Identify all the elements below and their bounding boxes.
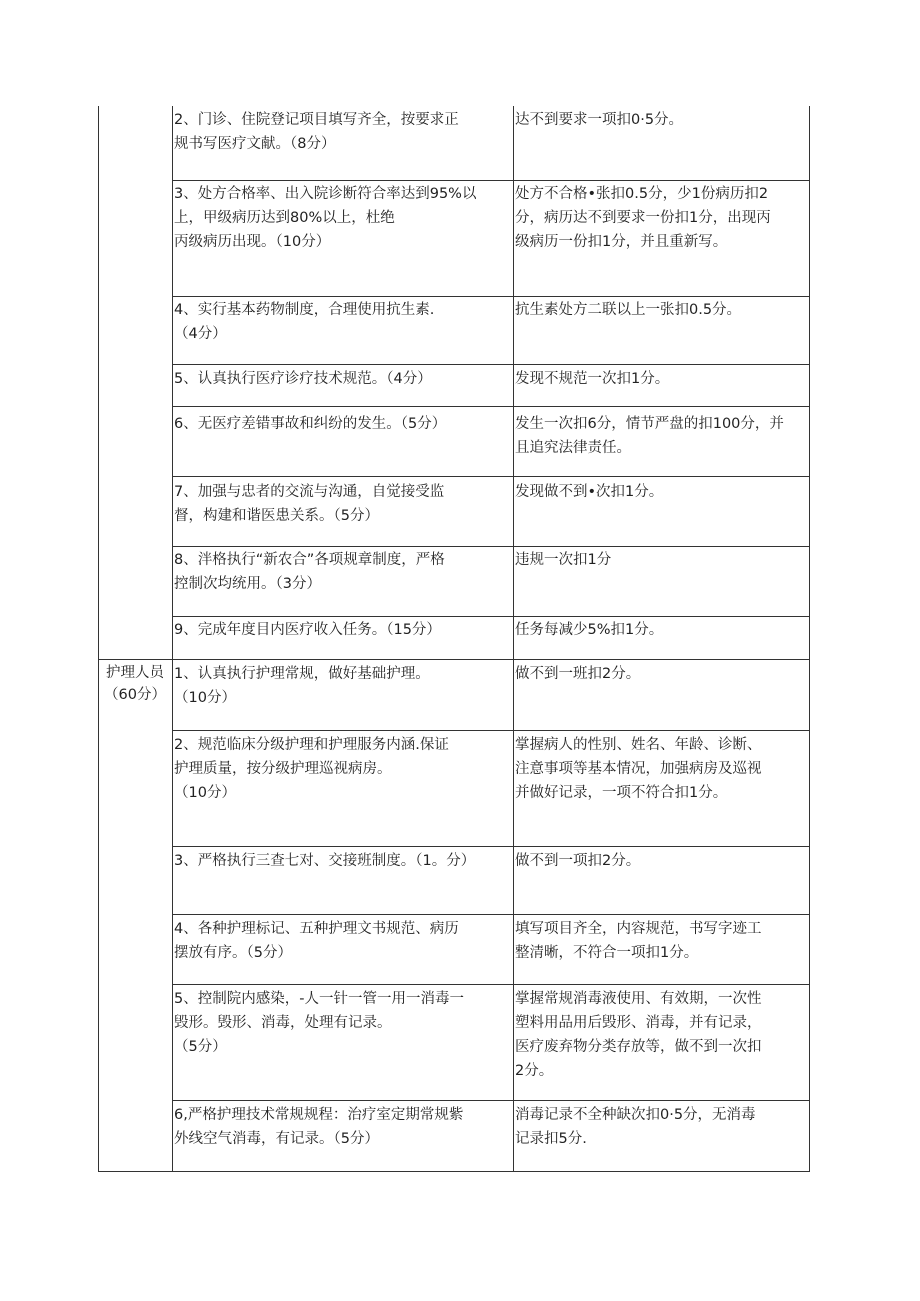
column-divider-category [172,106,173,1172]
row-divider [172,476,810,477]
row-divider [172,1100,810,1101]
item-cell: 6,严格护理技术常规规程：治疗室定期常规紫 外线空气消毒，有记录。（5分） [174,1107,464,1147]
item-cell: 2、规范临床分级护理和护理服务内涵.保证 护理质量，按分级护理巡视病房。 （10分） [174,737,449,801]
deduction-cell: 做不到一项扣2分。 [515,853,641,869]
row-divider [172,546,810,547]
row-divider [172,406,810,407]
row-divider [172,846,810,847]
deduction-cell: 任务每减少5%扣1分。 [515,622,664,638]
item-cell: 4、实行基本药物制度，合理使用抗生素. （4分） [174,302,435,342]
deduction-cell: 抗生素处方二联以上一张扣0.5分。 [515,302,742,318]
item-cell: 3、严格执行三查七对、交接班制度。（1。分） [174,853,476,869]
row-divider [172,616,810,617]
item-cell: 6、无医疗差错事故和纠纷的发生。（5分） [174,416,447,432]
item-cell: 1、认真执行护理常规，做好基础护理。 （10分） [174,666,430,706]
item-cell: 3、处方合格率、出入院诊断符合率达到95%以 上，甲级病历达到80%以上，杜绝 丙级病历出现。（10分） [174,186,477,250]
deduction-cell: 违规一次扣1分 [515,552,612,568]
item-cell: 7、加强与忠者的交流与沟通，自觉接受监 督，构建和谐医患关系。（5分） [174,484,445,524]
column-divider-item [513,106,514,1172]
section-divider [98,659,810,660]
deduction-cell: 处方不合格•张扣0.5分，少1份病历扣2 分，病历达不到要求一份扣1分，出现丙 级病历一份扣1分，并且重新写。 [515,186,771,250]
row-divider [172,364,810,365]
row-divider [172,180,810,181]
item-cell: 4、各种护理标记、五种护理文书规范、病历 摆放有序。（5分） [174,921,459,961]
deduction-cell: 达不到要求一项扣0·5分。 [515,112,684,128]
deduction-cell: 发生一次扣6分，情节严盘的扣100分，并 且追究法律责任。 [515,416,784,456]
table-border-left [98,106,99,1172]
item-cell: 2、门诊、住院登记项目填写齐全，按要求正 规书写医疗文献。（8分） [174,112,459,152]
row-divider [172,914,810,915]
table-border-bottom [98,1171,810,1172]
table-border-right [809,106,810,1172]
deduction-cell: 做不到一班扣2分。 [515,666,641,682]
item-cell: 5、控制院内感染，-人一针一管一用一消毒一 毁形。毁形、消毒，处理有记录。 （5分） [174,991,464,1055]
item-cell: 8、泮格执行“新农合”各项规章制度，严格 控制次均统用。（3分） [174,552,445,592]
deduction-cell: 掌握常规消毒液使用、有效期，一次性 塑料用品用后毁形、消毒，并有记录， 医疗废弃物分类存放等，做不到一次扣 2分。 [515,991,762,1079]
row-divider [172,296,810,297]
deduction-cell: 掌握病人的性别、姓名、年龄、诊断、 注意事项等基本情况，加强病房及巡视 并做好记录，一项不符合扣1分。 [515,737,762,801]
category-cell-nursing: 护理人员 （60分） [104,665,166,703]
deduction-cell: 发现不规范一次扣1分。 [515,371,670,387]
item-cell: 9、完成年度目内医疗收入任务。（15分） [174,622,441,638]
deduction-cell: 消毒记录不全种缺次扣0·5分，无消毒 记录扣5分. [515,1107,756,1147]
item-cell: 5、认真执行医疗诊疗技术规范。（4分） [174,371,432,387]
row-divider [172,730,810,731]
deduction-cell: 填写项目齐全，内容规范，书写字迹工 整清晰，不符合一项扣1分。 [515,921,762,961]
row-divider [172,984,810,985]
deduction-cell: 发现做不到•次扣1分。 [515,484,664,500]
assessment-table [98,106,810,1172]
